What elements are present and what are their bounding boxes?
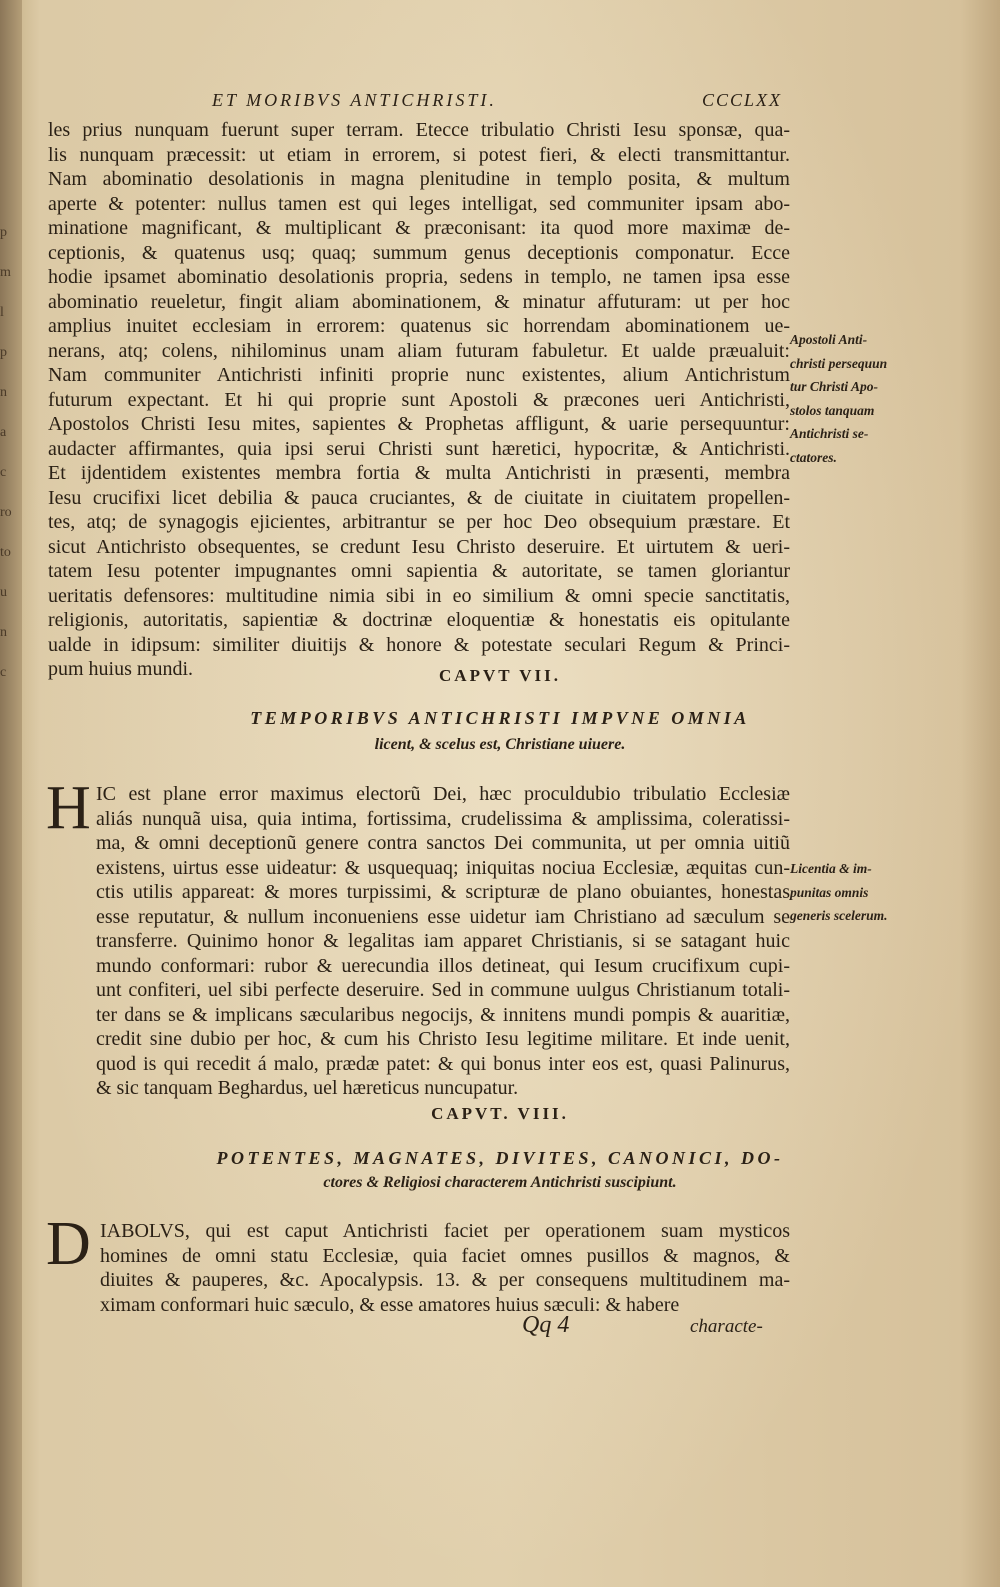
text-line: diuites & pauperes, &c. Apocalypsis. 13. & per consequens multitudinem ma- [100, 1269, 790, 1291]
text-line: hodie ipsamet abominatio desolationis propria, sedens in templo, ne tamen ipsa esse [48, 266, 790, 288]
text-line: Apostolos Christi Iesu mites, sapientes & Prophetas affligunt, & uarie persequuntur: [48, 413, 790, 435]
text-line: religionis, autoritatis, sapientiæ & doctrinæ eloquentiæ & honestatis eis opitulante [48, 609, 790, 631]
text-line: credit sine dubio per hoc, & cum his Christo Iesu legitime militare. Et inde uenit, [96, 1028, 790, 1050]
text-line: IABOLVS, qui est caput Antichristi faciet per operationem suam mysticos [100, 1220, 790, 1242]
gutter-fragment: c [0, 665, 7, 680]
text-line: homines de omni statu Ecclesiæ, quia faciet omnes pusillos & magnos, & [100, 1244, 790, 1267]
text-line: nerans, atq; colens, nihilominus unam aliam futuram fabuletur. Et ualde præualuit: [48, 339, 790, 362]
chapter-heading-8: CAPVT. VIII. [431, 1104, 569, 1123]
chapter-heading-7: CAPVT VII. [439, 666, 561, 685]
text-line: les prius nunquam fuerunt super terram. Etecce tribulatio Christi Iesu sponsæ, qua- [48, 119, 790, 141]
text-line: ter dans se & implicans sæcularibus negocijs, & innitens mundi pompis & auaritiæ, [96, 1003, 790, 1026]
drop-cap-d: D [46, 1210, 91, 1278]
drop-cap-h: H [46, 774, 91, 842]
text-line: Nam communiter Antichristi infiniti proprie nunc existentes, alium Antichristum [48, 364, 790, 386]
binding-gutter [0, 0, 22, 1587]
text-line: ma, & omni deceptionũ genere contra sanctos Dei communita, ut per omnia uitiũ [96, 832, 790, 854]
text-line: sicut Antichristo obsequentes, se credunt Iesu Christo deseruire. Et uirtutem & ueri- [48, 535, 790, 558]
gutter-fragment: a [0, 425, 7, 440]
text-block-chapter-6 [48, 118, 790, 682]
gutter-fragment: c [0, 465, 7, 480]
text-line: Nam abominatio desolationis in magna plenitudine in templo posita, & multum [48, 168, 790, 190]
text-line: & sic tanquam Beghardus, uel hæreticus nuncupatur. [96, 1077, 519, 1099]
chapter-rubric-7: TEMPORIBVS ANTICHRISTI IMPVNE OMNIA [250, 708, 750, 728]
catchword: characte- [690, 1316, 763, 1337]
gutter-fragment: m [0, 265, 11, 280]
text-line: ximam conformari huic sæculo, & esse amatores huius sæculi: & habere [100, 1293, 680, 1316]
text-line: ctis utilis appareat: & mores turpissimi, & scripturæ de plano obuiantes, honestas [96, 881, 790, 903]
marginal-line: tur Christi Apo- [790, 379, 879, 394]
text-line: aliás nunquã uisa, quia intima, fortissima, crudelissima & amplissima, coleratissi- [96, 807, 790, 830]
text-line: lis nunquam præcessit: ut etiam in errorem, si potest fieri, & electi transmittantur. [48, 143, 790, 166]
gutter-fragment: p [0, 345, 7, 360]
text-line: ualde in idipsum: similiter diuitijs & honore & potestate seculari Regum & Princi- [48, 633, 790, 656]
text-line: mundo conformari: rubor & uerecundia illos detineat, qui Iesum crucifixum cupi- [96, 954, 790, 977]
text-line: futurum expectant. Et hi qui proprie sunt Apostoli & præcones ueri Antichristi, [48, 388, 790, 411]
gutter-fragment: u [0, 585, 7, 600]
marginal-line: Apostoli Anti- [790, 332, 868, 347]
marginal-line: stolos tanquam [790, 402, 875, 418]
text-line: Et ijdentidem existentes membra fortia & multa Antichristi in præsenti, membra [48, 462, 790, 484]
text-block-chapter-7 [96, 782, 790, 1101]
gutter-fragment: n [0, 625, 7, 640]
marginal-line: christi persequun [790, 355, 888, 371]
text-line: audacter affirmantes, quia ipsi serui Christi sunt hæretici, hypocritæ, & Antichristi. [48, 437, 790, 460]
gutter-fragments [0, 220, 18, 700]
text-line: transferre. Quinimo honor & legalitas iam apparet Christianis, si se satagant huic [96, 930, 790, 952]
text-line: tes, atq; de synagogis ejicientes, arbitrantur se per hoc Deo obsequium præstare. Et [48, 511, 790, 533]
text-line: existens, uirtus esse uideatur: & usquequaq; iniquitas nociua Ecclesiæ, æquitas cun- [96, 856, 790, 879]
marginal-note-licentia [790, 857, 888, 928]
text-line: Iesu crucifixi licet debilia & pauca cruciantes, & de ciuitate in ciuitatem propellen- [48, 486, 790, 509]
text-line: IC est plane error maximus electorũ Dei, hæc proculdubio tribulatio Ecclesiæ [96, 783, 790, 805]
gutter-fragment: to [0, 545, 11, 560]
folio-number: CCCLXX [701, 90, 782, 110]
marginal-line: Licentia & im- [790, 861, 872, 876]
marginal-line: punitas omnis [790, 884, 869, 900]
text-line: unt confiteri, uel sibi perfecte deseruire. Sed in commune uulgus Christianum totali- [96, 979, 790, 1001]
text-line: quod is qui recedit á malo, prædæ patet: & qui bonus inter eos est, quasi Palinurus, [96, 1052, 790, 1075]
signature-mark: Qq 4 [522, 1312, 570, 1338]
gutter-fragment: l [0, 305, 4, 320]
text-line: ceptionis, & quatenus usq; quaq; summum genus deceptionis componatur. Ecce [48, 241, 790, 264]
chapter-rubric-7-sub: licent, & scelus est, Christiane uiuere. [374, 736, 626, 753]
text-line: tatem Iesu potenter impugnantes omni sapientia & autoritate, se tamen gloriantur [48, 560, 790, 582]
text-block-chapter-8 [100, 1219, 790, 1317]
text-line: esse reputatur, & nullum inconueniens esse uidetur iam Christiano ad sæculum se [96, 905, 790, 928]
gutter-fragment: ro [0, 505, 12, 520]
text-line: minatione magnificant, & multiplicant & præconisant: ita quod more maximæ de- [48, 217, 790, 239]
text-line: pum huius mundi. [48, 658, 194, 680]
chapter-rubric-8-sub: ctores & Religiosi characterem Antichristi suscipiunt. [323, 1174, 677, 1191]
marginal-line: Antichristi se- [790, 426, 869, 441]
chapter-rubric-8: POTENTES, MAGNATES, DIVITES, CANONICI, DO- [216, 1148, 784, 1168]
text-line: aperte & potenter: nullus tamen est qui leges intelligat, sed communiter ipsam abo- [48, 192, 790, 215]
marginal-line: ctatores. [790, 449, 837, 465]
gutter-fragment: p [0, 225, 7, 240]
marginal-note-apostoli [790, 328, 887, 469]
text-line: amplius inuitet ecclesiam in errorem: quatenus sic horrendam abominationem ue- [48, 315, 790, 337]
text-line: ueritatis defensores: multitudine nimia sibi in eo similium & omni specie sanctitatis, [48, 584, 790, 607]
gutter-fragment: n [0, 385, 7, 400]
running-title: ET MORIBVS ANTICHRISTI. [212, 90, 497, 110]
marginal-line: generis scelerum. [790, 908, 888, 923]
text-line: abominatio reueletur, fingit aliam abominationem, & minatur affuturam: ut per hoc [48, 290, 790, 313]
